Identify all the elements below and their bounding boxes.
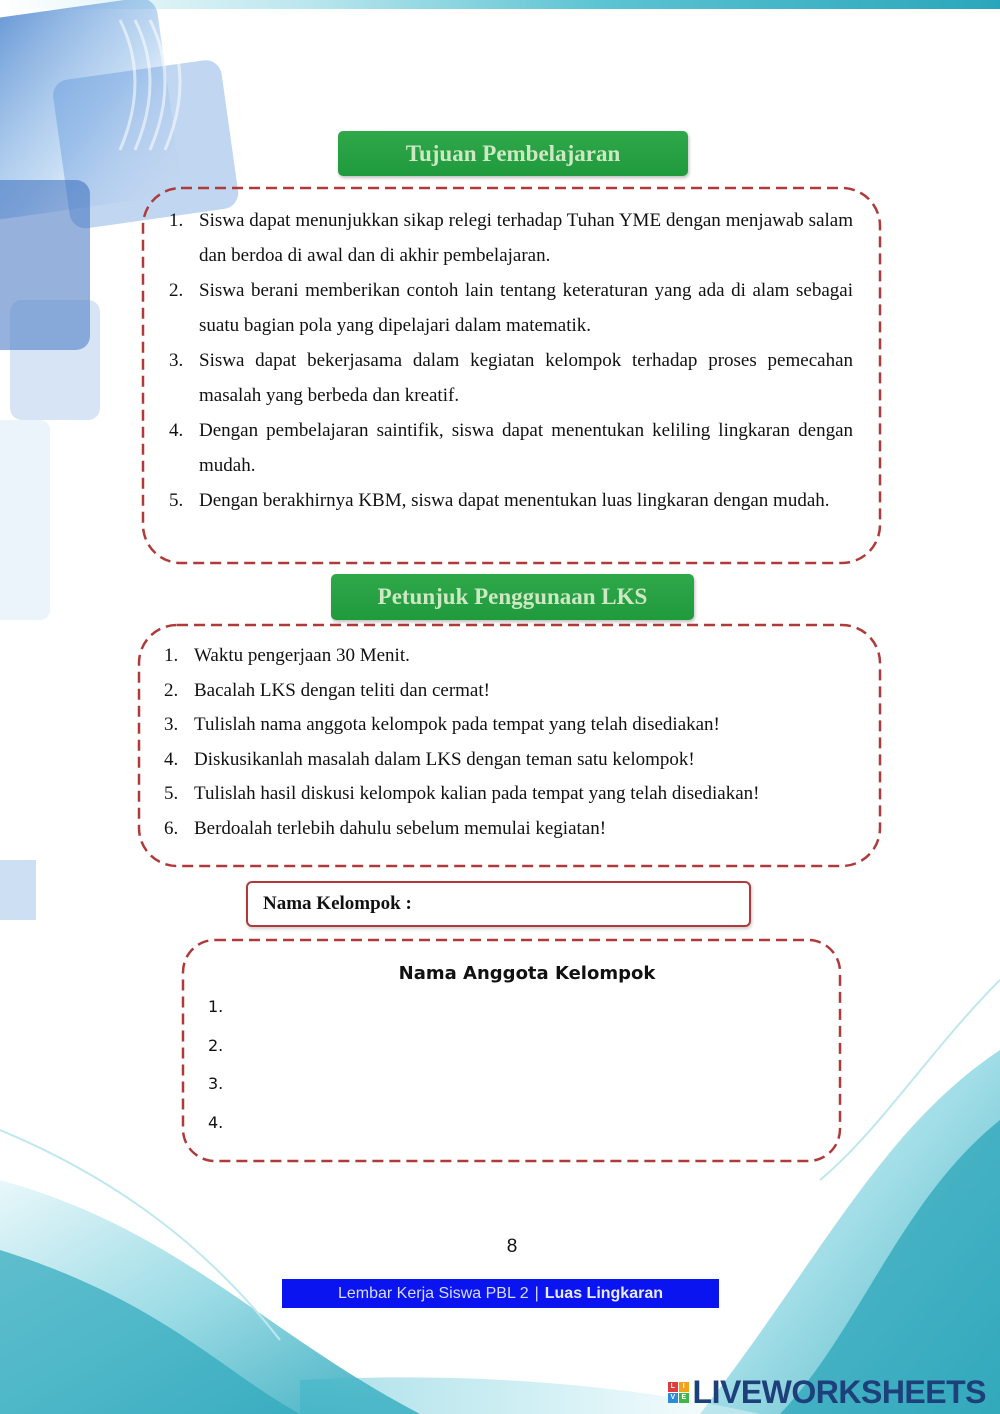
anggota-entry[interactable]: 4. (208, 1112, 224, 1132)
list-item: 2. Siswa berani memberikan contoh lain tentang keteraturan yang ada di alam sebagai suatu bagian pola yang dipelajari dalam matematik. (169, 280, 853, 336)
anggota-title: Nama Anggota Kelompok (398, 963, 656, 984)
liveworksheets-logo (668, 1374, 986, 1411)
anggota-list (208, 988, 223, 1142)
mark-letter: I (679, 1382, 689, 1392)
footer-series: Lembar Kerja Siswa PBL 2 (337, 1284, 529, 1302)
nama-kelompok-label: Nama Kelompok : (263, 893, 412, 914)
list-item: 3. Siswa dapat bekerjasama dalam kegiatan kelompok terhadap proses pemecahan masalah yang berbeda dan kreatif. (169, 350, 853, 406)
list-item: 1. Siswa dapat menunjukkan sikap relegi terhadap Tuhan YME dengan menjawab salam dan berdoa di awal dan di akhir pembelajaran. (169, 210, 853, 266)
footer-bar (282, 1279, 719, 1308)
list-item: 3. Tulislah nama anggota kelompok pada tempat yang telah disediakan! (164, 714, 720, 736)
mark-letter: L (668, 1382, 678, 1392)
anggota-entry[interactable]: 3. (208, 1074, 224, 1093)
petunjuk-list (164, 639, 844, 847)
list-item: 2. Bacalah LKS dengan teliti dan cermat! (164, 679, 490, 701)
list-item: 4. Dengan pembelajaran saintifik, siswa dapat menentukan keliling lingkaran dengan mudah. (169, 420, 853, 476)
list-item: 5. Tulislah hasil diskusi kelompok kalian pada tempat yang telah disediakan! (164, 783, 760, 805)
anggota-entry[interactable]: 2. (208, 1035, 224, 1055)
tujuan-list (169, 203, 853, 518)
liveworksheets-text: LIVEWORKSHEETS (692, 1374, 986, 1410)
mark-letter: V (668, 1393, 678, 1403)
footer-topic: Luas Lingkaran (544, 1284, 663, 1302)
list-item: 1. Waktu pengerjaan 30 Menit. (164, 645, 410, 666)
list-item: 6. Berdoalah terlebih dahulu sebelum memulai kegiatan! (164, 817, 607, 839)
liveworksheets-mark-icon (668, 1382, 689, 1403)
nama-kelompok-field[interactable] (246, 881, 751, 927)
list-item: 4. Diskusikanlah masalah dalam LKS dengan teman satu kelompok! (164, 748, 695, 770)
anggota-entry[interactable]: 1. (208, 997, 224, 1016)
mark-letter: E (679, 1393, 689, 1403)
list-item: 5. Dengan berakhirnya KBM, siswa dapat menentukan luas lingkaran dengan mudah. (169, 490, 830, 511)
footer-separator: | (534, 1284, 539, 1302)
tujuan-pembelajaran-title: Tujuan Pembelajaran (338, 131, 688, 176)
page-number: 8 (506, 1236, 518, 1257)
petunjuk-title: Petunjuk Penggunaan LKS (331, 574, 694, 620)
